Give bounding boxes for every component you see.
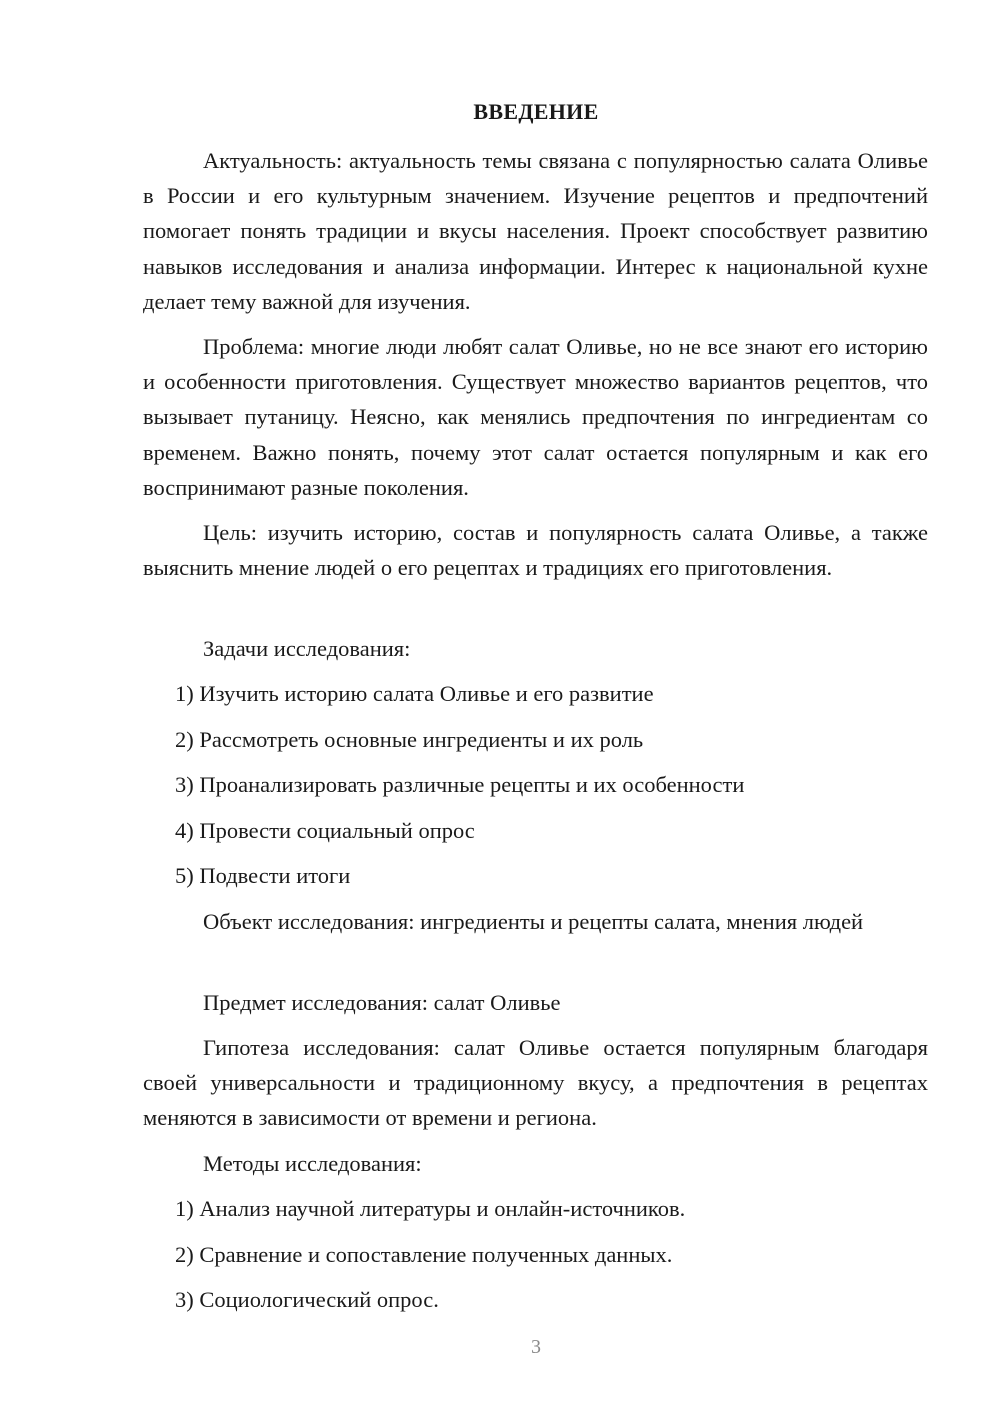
problem-paragraph: Проблема: многие люди любят салат Оливье, но не все знают его историю и особенности приготовления. Существует множество вариантов рецептов, что вызывает путаницу. Неясно, как менялись предпочтения по ингредиентам со временем. Важно понять, почему этот салат остается популярным и как его воспринимают разные поколения. [143,334,928,500]
relevance-paragraph: Актуальность: актуальность темы связана с популярностью салата Оливье в России и его культурным значением. Изучение рецептов и предпочтений помогает понять традиции и вкусы населения. Проект способствует развитию навыков исследования и анализа информации. Интерес к национальной кухне делает тему важной для изучения. [143,148,928,314]
tasks-title: Задачи исследования: [203,636,411,661]
task-item: 4) Провести социальный опрос [175,818,475,843]
page-number: 3 [531,1336,541,1358]
method-item: 1) Анализ научной литературы и онлайн-источников. [175,1196,686,1221]
method-item: 3) Социологический опрос. [175,1287,439,1312]
subject-paragraph: Предмет исследования: салат Оливье [203,990,561,1015]
task-item: 1) Изучить историю салата Оливье и его развитие [175,681,654,706]
task-item: 5) Подвести итоги [175,863,351,888]
method-item: 2) Сравнение и сопоставление полученных данных. [175,1242,673,1267]
goal-paragraph: Цель: изучить историю, состав и популярность салата Оливье, а также выяснить мнение людей о его рецептах и традициях его приготовления. [143,520,928,581]
page-title: ВВЕДЕНИЕ [473,99,599,124]
object-paragraph: Объект исследования: ингредиенты и рецепты салата, мнения людей [203,909,864,934]
hypothesis-paragraph: Гипотеза исследования: салат Оливье остается популярным благодаря своей универсальности и традиционному вкусу, а предпочтения в рецептах меняются в зависимости от времени и региона. [143,1035,928,1131]
methods-title: Методы исследования: [203,1151,422,1176]
task-item: 3) Проанализировать различные рецепты и их особенности [175,772,745,797]
task-item: 2) Рассмотреть основные ингредиенты и их роль [175,727,644,752]
